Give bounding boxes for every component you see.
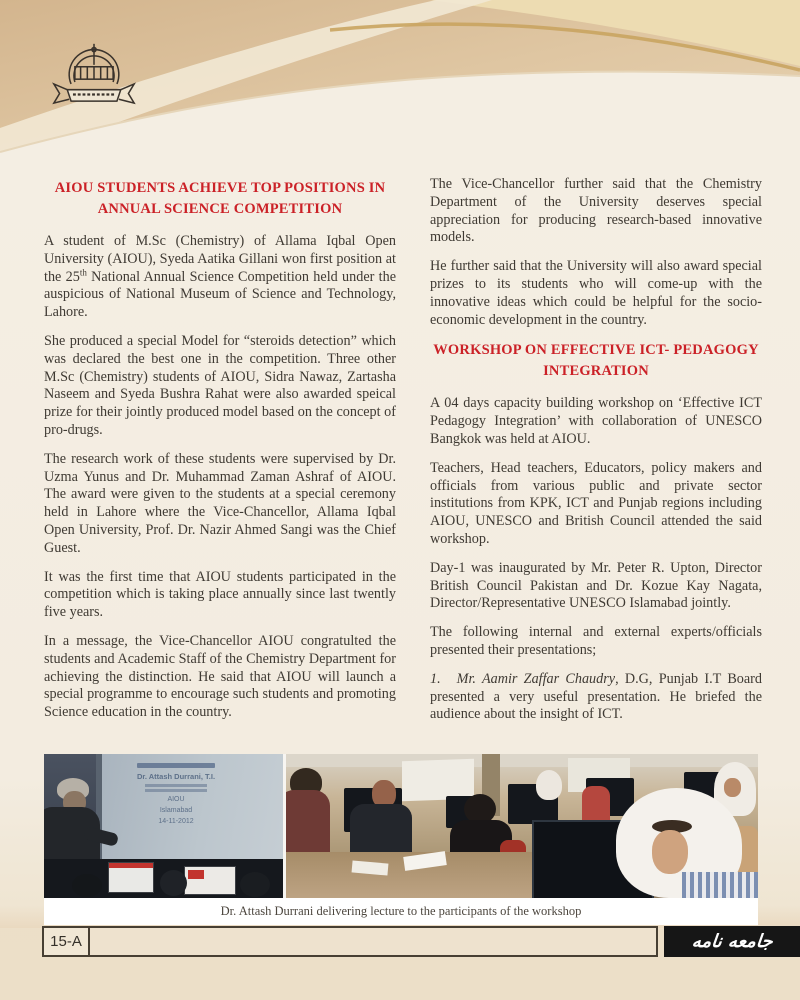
paragraph: Teachers, Head teachers, Educators, policy makers and officials from various public and private sector institutions from KPK, ICT and Punjab regions including AIOU, UNESCO and British Council attended the said workshop. [430, 459, 762, 547]
paragraph: He further said that the University will also award special prizes to its students who will come-up with the innovative ideas which could be helpful for the socio-economic development in the country. [430, 258, 762, 328]
aiou-logo-icon [46, 40, 142, 126]
footer-rule-bar [90, 926, 658, 957]
slide-text [116, 761, 236, 827]
paragraph: Day-1 was inaugurated by Mr. Peter R. Upton, Director British Council Pakistan and Dr. Kozue Kay Nagata, Director/Representative UNESCO Islamabad jointly. [430, 559, 762, 612]
paragraph-text: , D.G, Punjab I.T Board presented a very useful presentation. He briefed the audience about the insight of ICT. [430, 670, 762, 723]
audience-head [160, 870, 187, 896]
ceiling-shape [286, 754, 758, 767]
slide-org: AIOU [167, 796, 185, 803]
article-heading-science-competition: AIOU STUDENTS ACHIEVE TOP POSITIONS IN ANNUAL SCIENCE COMPETITION [54, 180, 386, 217]
slide-city: Islamabad [159, 807, 193, 814]
paragraph [44, 233, 396, 322]
laptop-screen [184, 866, 236, 895]
paragraph: The following internal and external experts/officials presented their presentations; [430, 624, 762, 658]
photo-lecture [44, 754, 283, 898]
paragraph: In a message, the Vice-Chancellor AIOU congratulted the students and Academic Staff of the Chemistry Department for achieving the distinction. He said that AIOU will launch a special programme to encourage such students and promoting Science education in the country. [44, 632, 396, 721]
slide-urdu-line [137, 763, 215, 768]
slide-speaker: Dr. Attash Durrani, T.I. [136, 772, 216, 781]
paragraph: A 04 days capacity building workshop on ‘Effective ICT Pedagogy Integration’ with collaboration of UNESCO Bangkok was held at AIOU. [430, 395, 762, 447]
paragraph: The research work of these students were supervised by Dr. Uzma Yunus and Dr. Muhammad Zaman Ashraf of AIOU. The award were given to the students at a special ceremony held in Lahore where the Vice-Chancellor, Allama Iqbal Open University, Prof. Dr. Nazir Ahmed Sangi was the Chief Guest. [44, 450, 396, 556]
window-shape [402, 759, 474, 802]
left-column [44, 176, 396, 735]
page-number: 15-A [42, 926, 90, 957]
workshop-photo-strip [44, 754, 758, 898]
page-footer [0, 926, 800, 957]
numbered-list-item [430, 671, 762, 724]
participant-striped-shirt [682, 872, 758, 898]
right-column [430, 176, 762, 735]
paragraph: The Vice-Chancellor further said that the Chemistry Department of the University deserves special appreciation for producing research-based innovative models. [430, 176, 762, 246]
paragraph-text: A student of M.Sc (Chemistry) of Allama Iqbal Open University (AIOU), Syeda Aatika Gillani won first position at the 25 [44, 233, 396, 285]
footer-spacer [0, 926, 42, 957]
list-number: 1. [430, 670, 441, 687]
masthead-urdu-title: جامعه نامه [690, 931, 774, 952]
paragraph-text: National Annual Science Competition held under the auspicious of National Museum of Science and Technology, Lahore. [44, 268, 396, 321]
slide-subline [145, 784, 207, 787]
photo-computer-lab [286, 754, 758, 898]
audience-head [72, 874, 102, 897]
laptop-screen [108, 862, 154, 893]
photo-caption: Dr. Attash Durrani delivering lecture to the participants of the workshop [44, 898, 758, 925]
slide-date: 14-11-2012 [158, 818, 194, 825]
participant-face [724, 778, 741, 797]
speaker-name: Mr. Aamir Zaffar Chaudry [456, 670, 616, 687]
paragraph: She produced a special Model for “steroids detection” which was declared the best one in the competition. Three other M.Sc (Chemistry) students of AIOU, Sidra Nawaz, Zartasha Naseem and Syeda Bushra Rahat were also awarded speical prize for their jointly produced model based on the concept of pro-drugs. [44, 332, 396, 438]
audience-head [240, 872, 270, 897]
article-heading-ict-workshop: WORKSHOP ON EFFECTIVE ICT- PEDAGOGY INTEGRATION [433, 342, 759, 380]
masthead-box [664, 926, 800, 957]
ordinal-superscript: th [79, 266, 87, 277]
paragraph: It was the first time that AIOU students participated in the competition which is taking place annually since last twently five years. [44, 568, 396, 621]
slide-subline [145, 789, 207, 792]
participant-scarf [536, 770, 562, 800]
article-columns [44, 176, 762, 735]
participant-face [652, 830, 688, 874]
